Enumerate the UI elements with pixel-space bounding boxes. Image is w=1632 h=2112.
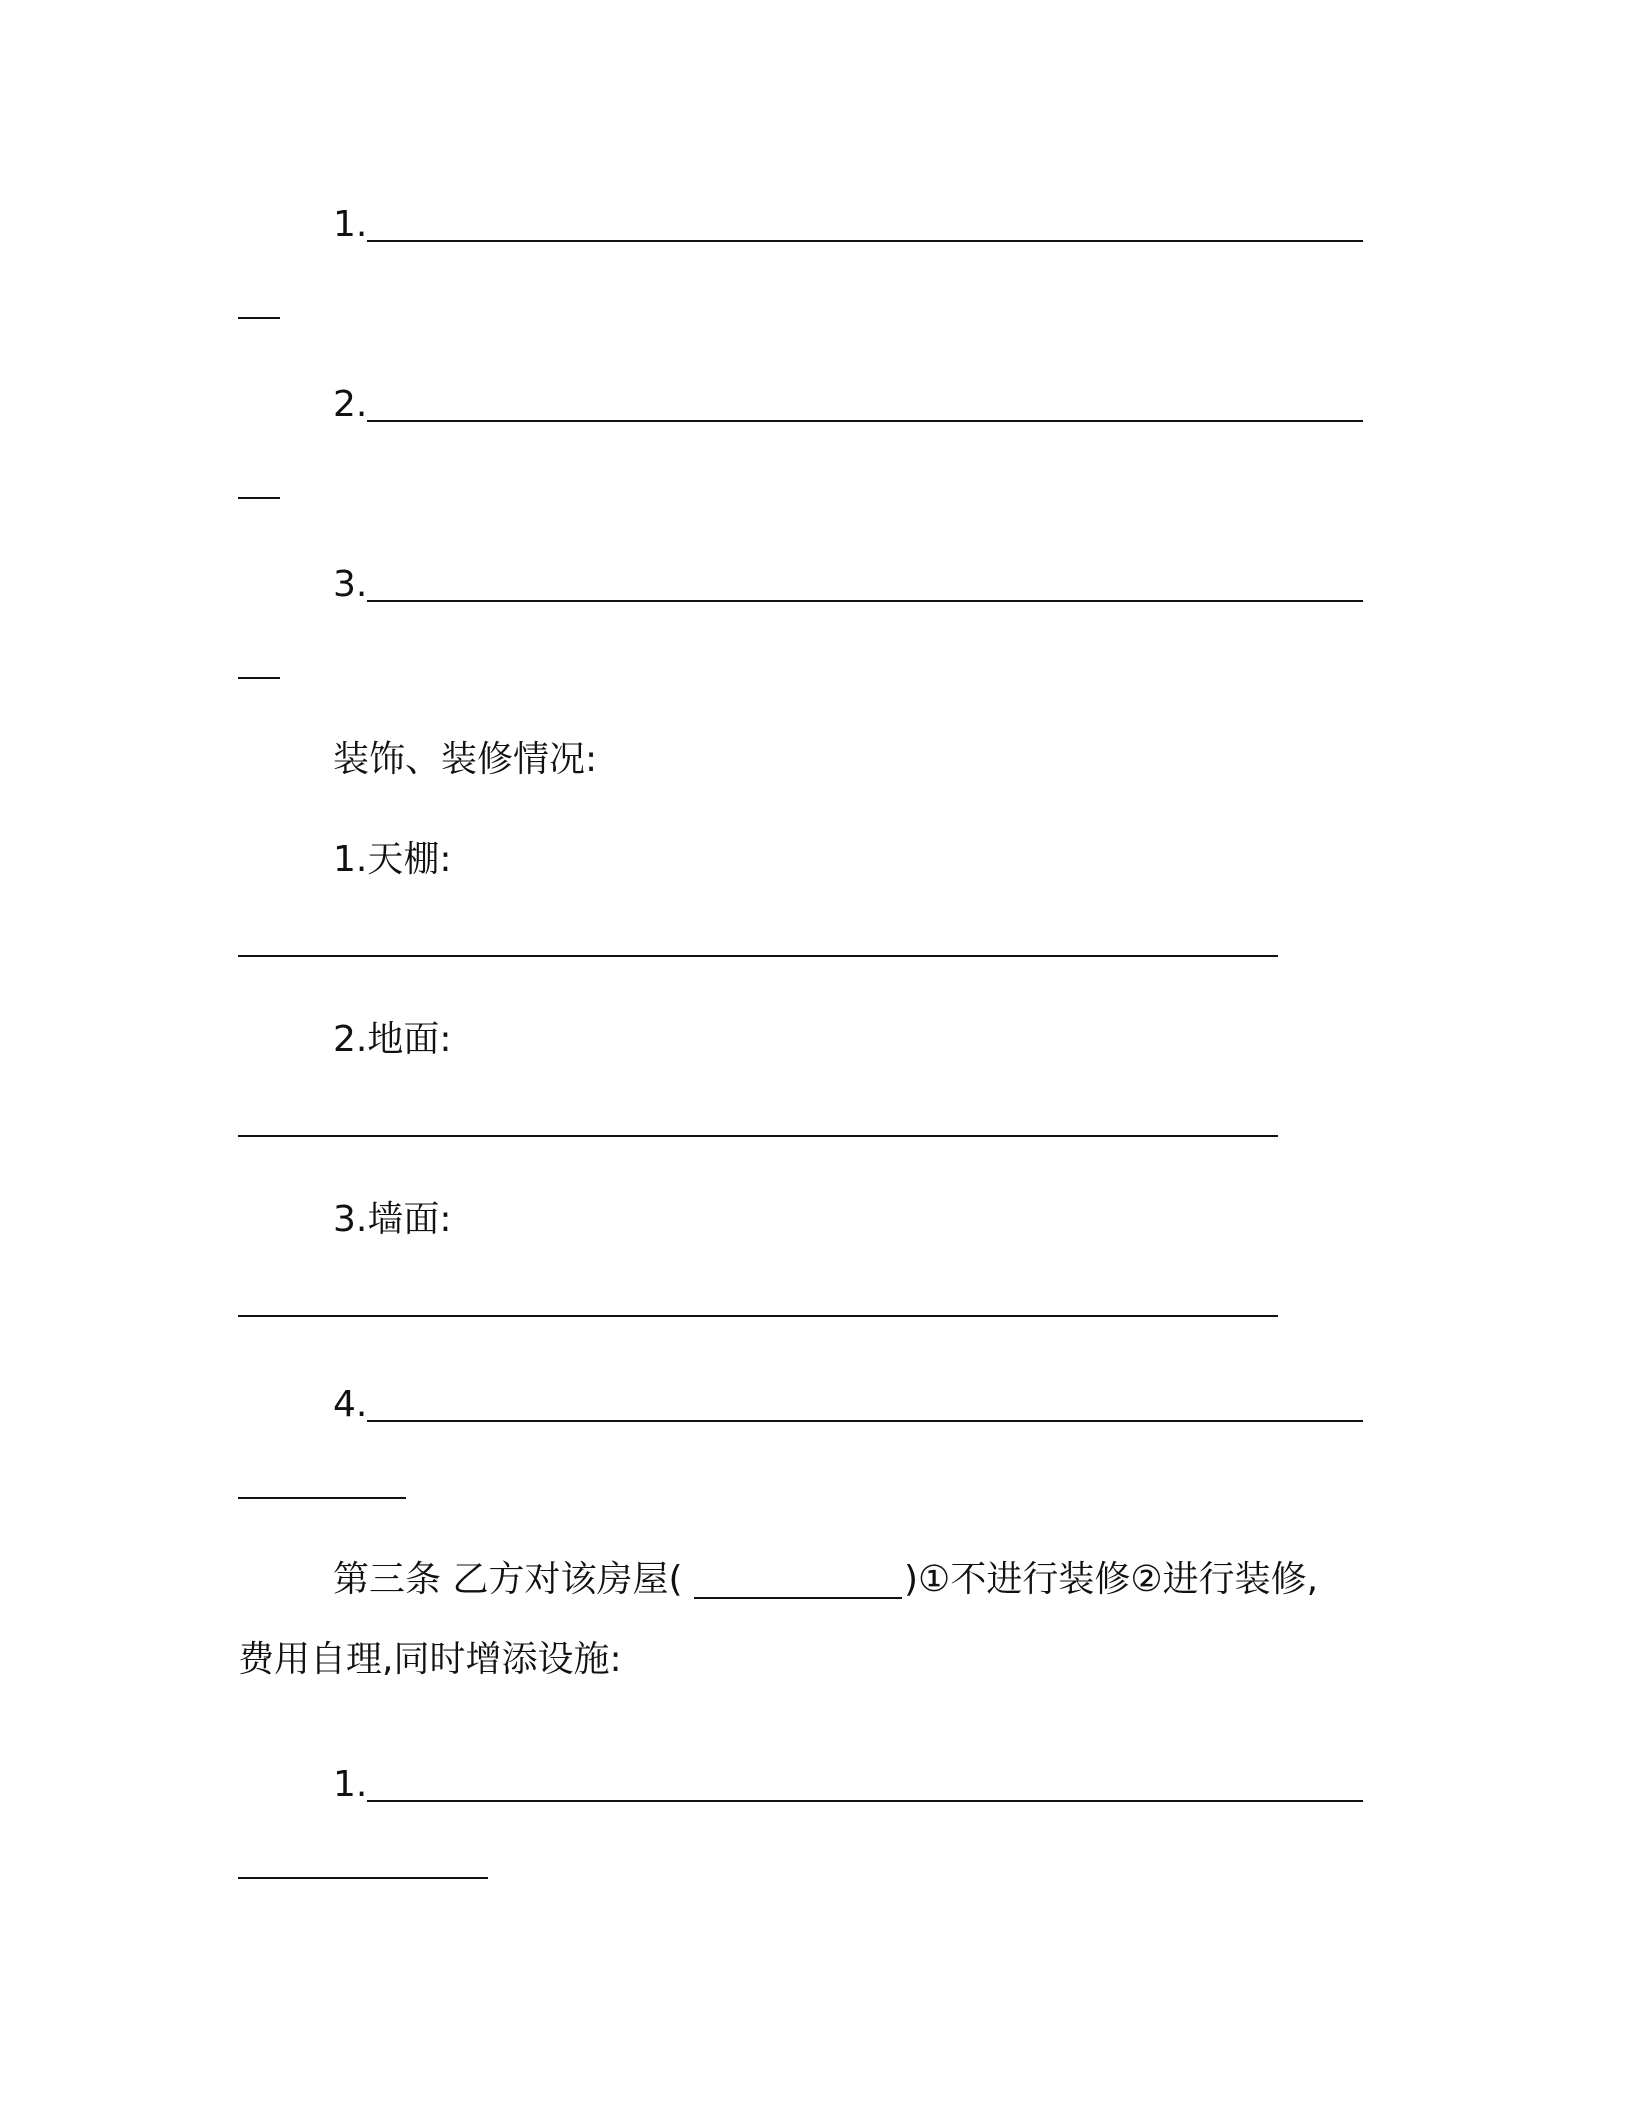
decoration-item-4-label: 4. — [333, 1384, 368, 1425]
top-item-1-blank-continued[interactable] — [238, 317, 280, 319]
top-item-3-blank-continued[interactable] — [238, 677, 280, 679]
top-item-2-blank-continued[interactable] — [238, 497, 280, 499]
top-item-3-blank[interactable] — [367, 600, 1363, 602]
decoration-item-ceiling-label: 1.天棚: — [333, 839, 452, 880]
article3-item-1-label: 1. — [333, 1764, 368, 1805]
article3-line2: 费用自理,同时增添设施: — [238, 1639, 622, 1680]
decoration-item-floor-blank[interactable] — [238, 1135, 1278, 1137]
top-item-2-label: 2. — [333, 384, 368, 425]
decoration-heading: 装饰、装修情况: — [333, 739, 598, 780]
decoration-item-wall-label: 3.墙面: — [333, 1199, 452, 1240]
article3-choice-blank[interactable] — [694, 1597, 902, 1599]
top-item-1-blank[interactable] — [367, 240, 1363, 242]
top-item-2-blank[interactable] — [367, 420, 1363, 422]
decoration-item-floor-label: 2.地面: — [333, 1019, 452, 1060]
article3-line1-part-a: 第三条 乙方对该房屋( — [333, 1559, 683, 1600]
top-item-1-label: 1. — [333, 204, 368, 245]
decoration-item-4-blank-continued[interactable] — [238, 1497, 406, 1499]
decoration-item-wall-blank[interactable] — [238, 1315, 1278, 1317]
article3-item-1-blank[interactable] — [367, 1800, 1363, 1802]
article3-line1-part-b: )①不进行装修②进行装修, — [904, 1559, 1319, 1600]
top-item-3-label: 3. — [333, 564, 368, 605]
decoration-item-4-blank[interactable] — [367, 1420, 1363, 1422]
decoration-item-ceiling-blank[interactable] — [238, 955, 1278, 957]
article3-item-1-blank-continued[interactable] — [238, 1877, 488, 1879]
